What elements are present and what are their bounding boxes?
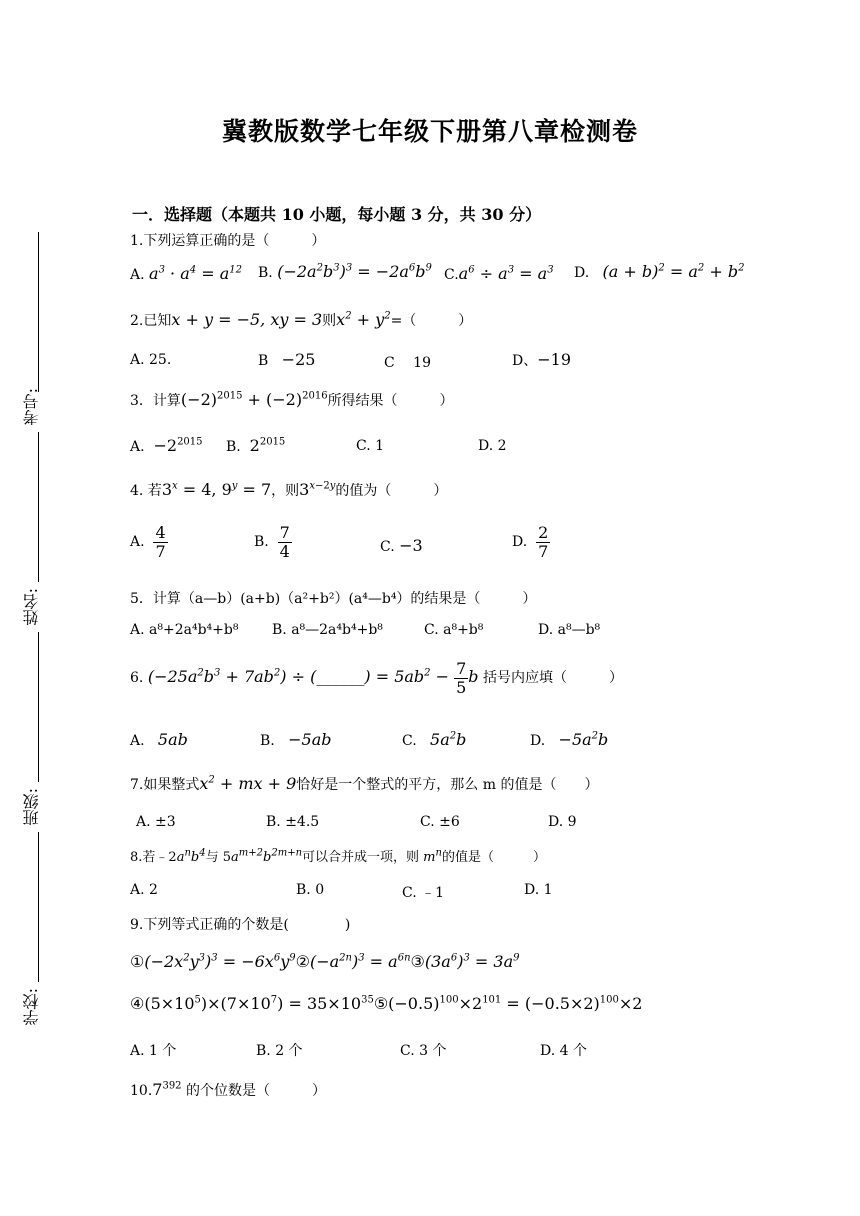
question-2-option-c: C 19 <box>384 355 431 371</box>
question-6-option-b: B. −5ab <box>260 730 332 749</box>
question-10-stem: 10.7$^{392}$ 的个位数是（ ） <box>130 1080 326 1099</box>
question-9-option-a: A. 1 个 <box>130 1043 177 1059</box>
margin-line-2 <box>38 432 39 582</box>
page-title: 冀教版数学七年级下册第八章检测卷 <box>221 117 638 146</box>
question-7-option-b: B. ±4.5 <box>266 814 320 830</box>
question-4-stem: 4. 若$3^x = 4$, $9^y = 7$，则$3^{x-2y}$的值为（ ） <box>130 480 448 499</box>
question-7-stem: 7.如果整式$x^2$ + mx + 9恰好是一个整式的平方，那么 m 的值是（ ） <box>130 774 599 793</box>
question-5-option-d: D. a⁸—b⁸ <box>538 622 601 638</box>
question-7-option-a: A. ±3 <box>136 814 176 830</box>
question-5-stem: 5．计算（a—b）(a+b)（a²+b²）(a⁴—b⁴）的结果是（ ） <box>130 591 537 607</box>
question-4-option-b: B. $\frac{7}{4}$ <box>254 523 290 561</box>
question-1-option-d: D. $(a + b)^2 = a^2 + b^2$ <box>574 262 745 281</box>
question-8-option-c: C. ﹣1 <box>402 885 445 901</box>
question-1-stem: 1.下列运算正确的是（ ） <box>130 233 326 249</box>
question-1-option-b: B. $(-2a^2b^3)^3 = -2a^6b^9$ <box>258 262 432 281</box>
section-heading: 一．选择题（本题共 10 小题，每小题 3 分，共 30 分） <box>132 205 542 224</box>
question-4-option-c: C. −3 <box>380 536 423 555</box>
question-4-option-d: D. $\frac{2}{7}$ <box>512 523 549 561</box>
margin-label-banji: 班级: <box>22 788 41 826</box>
question-3-option-d: D. 2 <box>478 438 507 454</box>
question-5-option-a: A. a⁸+2a⁴b⁴+b⁸ <box>130 622 239 638</box>
question-9-stem: 9.下列等式正确的个数是( ) <box>130 917 351 933</box>
question-3-option-a: A. $-2^{2015}$ <box>130 436 203 455</box>
question-2-option-b: B −25 <box>258 350 316 369</box>
margin-line-1 <box>38 232 39 392</box>
margin-label-xingming: 姓名: <box>22 588 41 626</box>
question-4-option-a: A. $\frac{4}{7}$ <box>130 523 166 561</box>
question-6-option-a: A. 5ab <box>130 730 188 749</box>
question-8-option-a: A. 2 <box>130 882 158 898</box>
question-6-option-d: D. $-5a^2b$ <box>530 730 609 749</box>
margin-line-3 <box>38 632 39 782</box>
question-5-option-b: B. a⁸—2a⁴b⁴+b⁸ <box>272 622 383 638</box>
question-1-option-a: A. $a^3 \cdot a^4 = a^{12}$ <box>130 264 242 283</box>
question-2-stem: 2.已知x + y = −5, xy = 3则$x^2 + y^2=$（ ） <box>130 310 473 329</box>
question-8-option-b: B. 0 <box>296 882 325 898</box>
question-2-option-d: D、−19 <box>512 350 571 369</box>
question-5-option-c: C. a⁸+b⁸ <box>424 622 484 638</box>
question-9-equations-row-1: $①(-2x^2y^3)^3$ = $-6x^6y^9②(-a^{2n})^3$ = $a^{6n}③(3a^6)^3 = 3a^9$ <box>130 952 520 971</box>
question-3-stem: 3．计算$(-2)^{2015} + (-2)^{2016}$所得结果（ ） <box>130 390 454 409</box>
question-9-option-b: B. 2 个 <box>256 1043 303 1059</box>
question-7-option-d: D. 9 <box>548 814 577 830</box>
question-8-option-d: D. 1 <box>524 882 553 898</box>
question-3-option-c: C. 1 <box>356 438 385 454</box>
question-2-option-a: A. 25. <box>130 352 172 368</box>
question-9-option-d: D. 4 个 <box>540 1043 587 1059</box>
margin-line-4 <box>38 832 39 982</box>
margin-label-kaohao: 考号: <box>22 388 41 426</box>
question-3-option-b: B. $2^{2015}$ <box>226 436 286 455</box>
question-9-equations-row-2: $④(5\times 10^5)\times(7\times 10^7)$ = $35\times 10^{35}⑤(-0.5)^{100}\times 2^{101} = (-0.5\times 2)^{100}\times 2$ <box>130 994 643 1013</box>
question-8-stem: 8.若$﹣2a^nb^4$与 $5a^{m+2}b^{2m+n}$可以合并成一项，则 $m^n$的值是（ ） <box>130 847 546 865</box>
question-1-option-c: $C.a^6 \div a^3 = a^3$ <box>444 264 554 283</box>
question-6-option-c: C. $5a^2b$ <box>402 730 467 749</box>
question-9-option-c: C. 3 个 <box>400 1043 447 1059</box>
question-6-stem: 6. $(-25a^2b^3 + 7ab^2)$ ÷ (______) = $5ab^2$ − $\frac{7}{5}$ b 括号内应填（ ） <box>130 659 623 697</box>
question-7-option-c: C. ±6 <box>420 814 460 830</box>
margin-label-xuexiao: 学校: <box>22 988 41 1026</box>
